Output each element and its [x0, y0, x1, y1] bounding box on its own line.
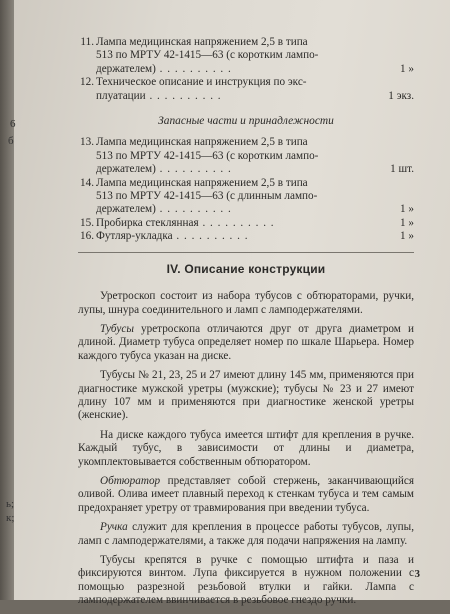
item-text-line: Лампа медицинская напряжением 2,5 в типа	[96, 176, 308, 189]
item-text-line: Футляр-укладка . . . . . . . . . . 1 »	[96, 230, 414, 243]
item-list-spare	[78, 136, 414, 243]
item-text-line: 513 по МРТУ 42-1415—63 (с коротким лампо-	[96, 149, 319, 162]
book-spine-shadow	[0, 0, 14, 600]
item-text-line: держателем) . . . . . . . . . . 1 »	[96, 203, 414, 216]
paragraph: Тубусы крепятся в ручке с помощью штифта и паза и фиксируются винтом. Лупа фиксируется в нужном положении с помощью разрезной резьбовой втулки и гайки. Лампа с ламподержателем ввинчивается в резьбовое гнездо ручки.	[78, 554, 414, 607]
item-text-line: Техническое описание и инструкция по экс-	[96, 76, 307, 89]
list-item	[78, 217, 414, 230]
list-item	[78, 136, 414, 176]
page-number: 3	[414, 568, 420, 580]
margin-mark: к;	[6, 512, 15, 524]
term-italic: Обтюратор	[100, 474, 161, 487]
term-italic: Тубусы	[100, 322, 134, 335]
item-text-line: Пробирка стеклянная . . . . . . . . . . 1 »	[96, 216, 414, 229]
paragraph: Уретроскоп состоит из набора тубусов с обтюраторами, ручки, лупы, шнура соединительного и ламп с ламподержателями.	[78, 290, 414, 316]
item-number: 12.	[80, 76, 94, 89]
margin-mark: ь;	[6, 498, 15, 510]
section-title-spare-parts: Запасные части и принадлежности	[158, 115, 334, 128]
paragraph: Тубусы № 21, 23, 25 и 27 имеют длину 145 мм, применяются при диагностике мужской уретры (мужские); тубусы № 23 и 27 имеют длину 107 мм и применяются при диагностике женской уретры (женские).	[78, 369, 414, 422]
item-quantity: 1 экз.	[388, 89, 414, 102]
margin-mark: б	[8, 135, 14, 147]
item-quantity: 1 шт.	[390, 163, 414, 176]
item-quantity: 1 »	[400, 216, 414, 229]
item-number: 15.	[80, 216, 94, 229]
list-item	[78, 36, 414, 76]
section-heading: IV. Описание конструкции	[166, 261, 326, 276]
paragraph: На диске каждого тубуса имеется штифт для крепления в ручке. Каждый тубус, в зависимости от длины и диаметра, укомплектовывается собственным обтюратором.	[78, 428, 414, 468]
paragraph: Ручка служит для крепления в процессе работы тубусов, лупы, ламп с ламподержателями, а также для подачи напряжения на лампу.	[78, 521, 414, 547]
item-text-line: Лампа медицинская напряжением 2,5 в типа	[96, 136, 308, 149]
item-list-top	[78, 36, 414, 103]
item-text-line: держателем) . . . . . . . . . . 1 шт.	[96, 163, 414, 176]
description-text	[78, 290, 414, 608]
paragraph: Обтюратор представляет собой стержень, заканчивающийся оливой. Олива имеет плавный переход к стенкам тубуса и тем самым предохраняет уретру от травмирования при введении тубуса.	[78, 474, 414, 514]
item-text-line: держателем) . . . . . . . . . . 1 »	[96, 62, 414, 75]
margin-mark: 6	[10, 118, 16, 130]
item-number: 16.	[80, 230, 94, 243]
leader-dots: . . . . . . . . . .	[155, 203, 232, 216]
document-page	[6, 0, 450, 607]
paragraph: Тубусы уретроскопа отличаются друг от друга диаметром и длиной. Диаметр тубуса определяет номер по шкале Шарьера. Номер каждого тубуса указан на диске.	[78, 322, 414, 362]
item-number: 14.	[80, 176, 94, 189]
list-item	[78, 230, 414, 243]
leader-dots: . . . . . . . . . .	[155, 163, 232, 176]
item-text-line: 513 по МРТУ 42-1415—63 (с длинным лампо-	[96, 190, 318, 203]
list-item	[78, 177, 414, 217]
leader-dots: . . . . . . . . . .	[155, 62, 232, 75]
item-number: 11.	[80, 36, 94, 48]
item-quantity: 1 »	[400, 203, 414, 216]
term-italic: Ручка	[100, 521, 128, 534]
leader-dots: . . . . . . . . . .	[198, 216, 275, 229]
page-content	[78, 36, 414, 614]
leader-dots: . . . . . . . . . .	[145, 89, 222, 102]
list-item	[78, 76, 414, 103]
leader-dots: . . . . . . . . . .	[172, 230, 249, 243]
item-number: 13.	[80, 136, 94, 149]
item-text-line: 513 по МРТУ 42-1415—63 (с коротким лампо-	[96, 49, 319, 62]
item-quantity: 1 »	[400, 62, 414, 75]
item-text-line: плуатации . . . . . . . . . . 1 экз.	[96, 89, 414, 102]
item-quantity: 1 »	[400, 230, 414, 243]
divider	[78, 252, 414, 253]
item-text-line: Лампа медицинская напряжением 2,5 в типа	[96, 36, 308, 48]
